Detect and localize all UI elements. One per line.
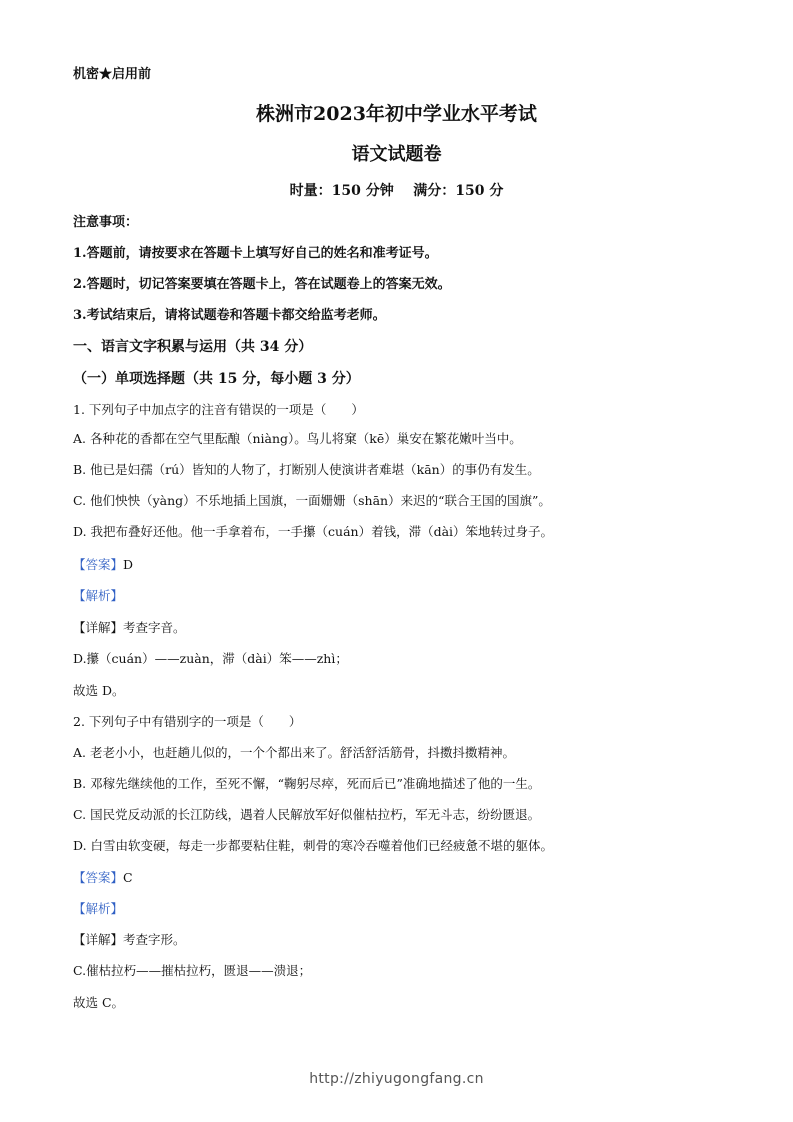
question-1-option-b: B. 他已是妇孺（rú）皆知的人物了，打断别人使演讲者难堪（kān）的事仍有发生。 — [73, 462, 540, 477]
question-1-analysis-tag: 【解析】 — [73, 588, 124, 603]
question-1-detail: 【详解】考查字音。 — [73, 620, 186, 635]
question-2-option-b: B. 邓稼先继续他的工作，至死不懈，“鞠躬尽瘁，死而后已”准确地描述了他的一生。 — [73, 776, 541, 791]
section-heading: 一、语言文字积累与运用（共 34 分） — [73, 339, 313, 355]
question-1-stem: 1. 下列句子中加点字的注音有错误的一项是（ ） — [73, 402, 364, 417]
notice-heading: 注意事项： — [73, 215, 139, 230]
answer-tag: 【答案】 — [73, 870, 124, 885]
question-2-option-a: A. 老老小小，也赶趟儿似的，一个个都出来了。舒活舒活筋骨，抖擞抖擞精神。 — [73, 745, 515, 760]
confidential-label: 机密★启用前 — [73, 67, 152, 82]
question-1-answer — [73, 557, 133, 573]
exam-subtitle: 语文试题卷 — [351, 144, 442, 165]
question-1-conclusion: 故选 D。 — [73, 683, 125, 698]
answer-value: C — [123, 870, 133, 885]
answer-tag: 【答案】 — [73, 557, 124, 572]
question-2-correction: C.催枯拉朽——摧枯拉朽，匮退——溃退； — [73, 963, 312, 978]
question-2-option-c: C. 国民党反动派的长江防线，遇着人民解放军好似催枯拉朽，军无斗志，纷纷匮退。 — [73, 807, 541, 822]
question-1-option-a: A. 各种花的香都在空气里酝酿（niàng）。鸟儿将窠（kē）巢安在繁花嫩叶当中。 — [73, 431, 522, 446]
question-2-detail: 【详解】考查字形。 — [73, 932, 186, 947]
answer-value: D — [123, 557, 134, 572]
question-2-analysis-tag: 【解析】 — [73, 901, 124, 916]
notice-item: 2.答题时，切记答案要填在答题卡上，答在试题卷上的答案无效。 — [73, 277, 451, 292]
question-2-conclusion: 故选 C。 — [73, 995, 125, 1010]
footer-url[interactable]: http://zhiyugongfang.cn — [309, 1071, 484, 1087]
question-1-option-d: D. 我把布叠好还他。他一手拿着布，一手攥（cuán）着钱，滞（dài）笨地转过身子。 — [73, 524, 554, 539]
question-1-option-c: C. 他们怏怏（yàng）不乐地插上国旗，一面姗姗（shān）来迟的“联合王国的国旗”。 — [73, 493, 551, 508]
notice-item: 3.考试结束后，请将试题卷和答题卡都交给监考老师。 — [73, 308, 386, 323]
exam-meta: 时量：150 分钟 满分：150 分 — [289, 183, 504, 199]
question-1-correction: D.攥（cuán）——zuàn，滞（dài）笨——zhì； — [73, 651, 348, 666]
question-2-answer — [73, 870, 133, 886]
question-2-option-d: D. 白雪由软变硬，每走一步都要粘住鞋，刺骨的寒冷吞噬着他们已经疲惫不堪的躯体。 — [73, 838, 554, 853]
exam-title: 株洲市2023年初中学业水平考试 — [256, 103, 537, 125]
notice-item: 1.答题前，请按要求在答题卡上填写好自己的姓名和准考证号。 — [73, 246, 438, 261]
subsection-heading: （一）单项选择题（共 15 分，每小题 3 分） — [73, 371, 360, 387]
question-2-stem: 2. 下列句子中有错别字的一项是（ ） — [73, 714, 302, 729]
